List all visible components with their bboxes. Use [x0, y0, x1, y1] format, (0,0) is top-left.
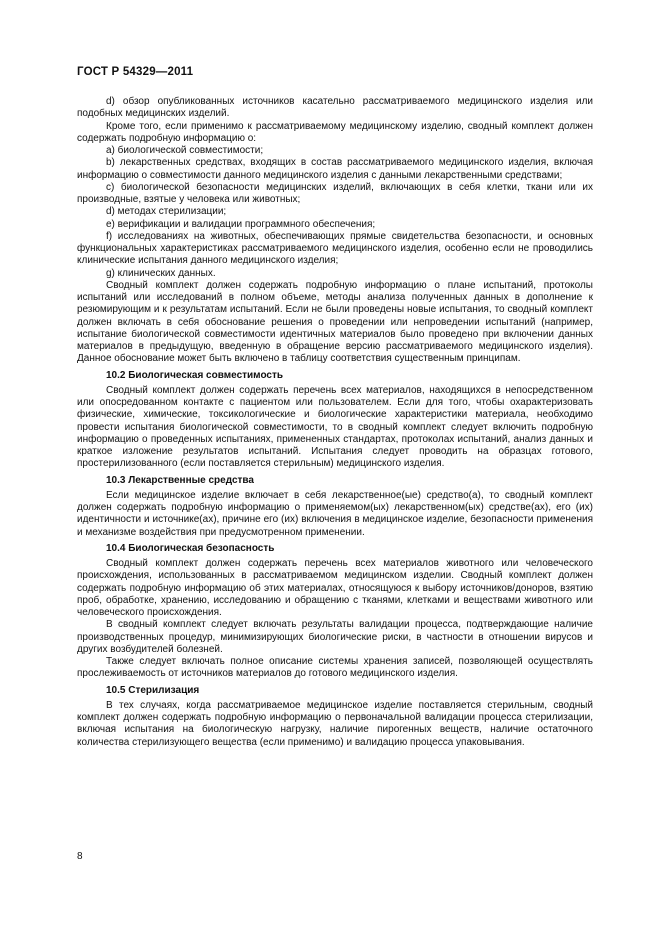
list-item: f) исследованиях на животных, обеспечивающих прямые свидетельства безопасности, и основных функциональных характеристиках рассматриваемого медицинского изделия, особенно если не проводились клинические испытания данного медицинского изделия; [77, 230, 593, 267]
section-heading-medicinal-products: 10.3 Лекарственные средства [106, 474, 254, 486]
list-item: g) клинических данных. [106, 267, 216, 279]
paragraph: Если медицинское изделие включает в себя лекарственное(ые) средство(а), то сводный комплект должен содержать подробную информацию о применяемом(ых) лекарственном(ых) средстве(ах), его (их) идентичности и источнике(ах), причине его (их) включения в медицинское изделие, безопасности применения и механизме воздействия при предусмотренном применении. [77, 489, 593, 538]
list-item: e) верификации и валидации программного обеспечения; [106, 218, 376, 230]
paragraph: Также следует включать полное описание системы хранения записей, позволяющей осуществлять прослеживаемость от источников материалов до готового медицинского изделия. [77, 656, 593, 680]
section-heading-sterilization: 10.5 Стерилизация [106, 684, 200, 696]
section-heading-biological-safety: 10.4 Биологическая безопасность [106, 542, 275, 554]
paragraph: В тех случаях, когда рассматриваемое медицинское изделие поставляется стерильным, сводный комплект должен содержать подробную информацию о первоначальной валидации процесса стерилизации, включая испытания на биологическую нагрузку, наличие пирогенных веществ, наличие остаточного количества стерилизующего вещества (если применимо) и валидацию процесса упаковывания. [77, 699, 593, 748]
list-item: d) методах стерилизации; [106, 206, 227, 218]
list-item: c) биологической безопасности медицинских изделий, включающих в себя клетки, ткани или их производные, взятые у человека или животных; [77, 181, 593, 205]
paragraph: Сводный комплект должен содержать перечень всех материалов, находящихся в непосредственном или опосредованном контакте с пациентом или пользователем. Если для того, чтобы охарактеризовать физические, химические, токсикологические и биологические характеристики материала, необходимо провести испытания биологической совместимости, то в сводный комплект следует включить подробную информацию о проведенных испытаниях, примененных стандартах, протоколах испытаний, анализ данных и краткое изложение результатов испытаний. Испытания следует проводить на образцах готового, простерилизованного (если поставляется стерильным) медицинского изделия. [77, 384, 593, 470]
document-body [77, 96, 593, 749]
paragraph: Кроме того, если применимо к рассматриваемому медицинскому изделию, сводный комплект должен содержать подробную информацию о: [77, 120, 593, 144]
page-number: 8 [77, 851, 83, 862]
paragraph: В сводный комплект следует включать результаты валидации процесса, подтверждающие наличие производственных процедур, минимизирующих биологические риски, в частности в отношении вирусов и других возбудителей болезней. [77, 619, 593, 655]
paragraph: Сводный комплект должен содержать перечень всех материалов животного или человеческого происхождения, использованных в рассматриваемом медицинском изделии. Сводный комплект должен содержать подробную информацию об этих материалах, относящуюся к выбору источников/доноров, взятию проб, обработке, хранению, исследованию и обращению с тканями, клетками и веществами животного или человеческого происхождения. [77, 558, 593, 618]
paragraph: Сводный комплект должен содержать подробную информацию о плане испытаний, протоколы испытаний или исследований в полном объеме, методы анализа полученных данных в дополнение к резюмирующим и к результатам испытаний. Если не были проведены новые испытания, то сводный комплект должен включать в себя обоснование решения о проведении или непроведении испытаний (например, испытание биологической совместимости идентичных материалов было проведено при включении данных материалов в предыдущую, введенную в обращение версию рассматриваемого медицинского изделия). Данное обоснование может быть включено в таблицу соответствия существенным принципам. [77, 279, 593, 365]
list-item: b) лекарственных средствах, входящих в состав рассматриваемого медицинского изделия, включая информацию о совместимости данного медицинского изделия с данными лекарственными средствами; [77, 157, 593, 181]
list-item: d) обзор опубликованных источников касательно рассматриваемого медицинского изделия или подобных медицинских изделий. [77, 96, 593, 120]
document-header: ГОСТ Р 54329—2011 [77, 66, 194, 78]
section-heading-biocompatibility: 10.2 Биологическая совместимость [106, 369, 284, 381]
list-item: а) биологической совместимости; [106, 145, 264, 156]
